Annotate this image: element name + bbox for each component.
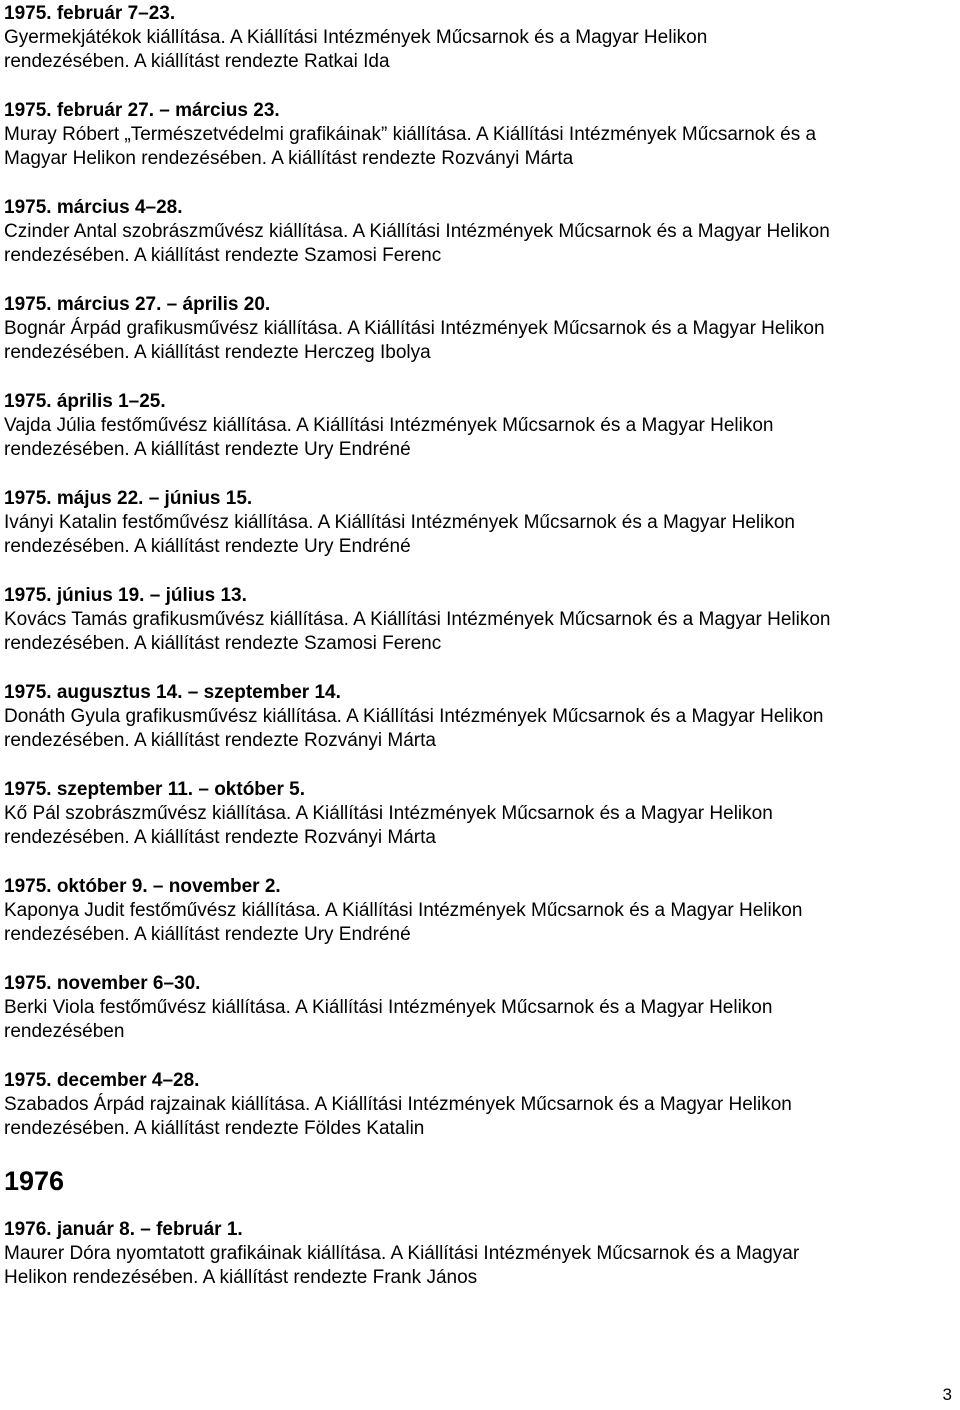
exhibition-description-line: rendezésében	[4, 1021, 125, 1042]
exhibition-description-line: Donáth Gyula grafikusművész kiállítása. A Kiállítási Intézmények Műcsarnok és a Magyar Helikon	[4, 706, 824, 727]
exhibition-description-line: Iványi Katalin festőművész kiállítása. A Kiállítási Intézmények Műcsarnok és a Magyar Helikon	[4, 512, 795, 533]
exhibition-description-line: rendezésében. A kiállítást rendezte Földes Katalin	[4, 1118, 425, 1139]
exhibition-date: 1976. január 8. – február 1.	[4, 1219, 243, 1240]
exhibition-description-line: rendezésében. A kiállítást rendezte Ratkai Ida	[4, 51, 390, 72]
year-heading: 1976	[4, 1166, 65, 1196]
exhibition-description-line: Muray Róbert „Természetvédelmi grafikáinak” kiállítása. A Kiállítási Intézmények Műcsarnok és a	[4, 124, 817, 145]
exhibition-date: 1975. február 7–23.	[4, 3, 176, 24]
exhibition-description-line: rendezésében. A kiállítást rendezte Ury Endréné	[4, 439, 411, 460]
exhibition-entry	[4, 778, 956, 850]
exhibition-description-line: Berki Viola festőművész kiállítása. A Kiállítási Intézmények Műcsarnok és a Magyar Helikon	[4, 997, 773, 1018]
exhibition-description-line: rendezésében. A kiállítást rendezte Rozványi Márta	[4, 730, 436, 751]
exhibition-description-line: Kovács Tamás grafikusművész kiállítása. A Kiállítási Intézmények Műcsarnok és a Magyar Helikon	[4, 609, 831, 630]
page-number: 3	[942, 1385, 952, 1404]
exhibition-entry	[4, 487, 956, 559]
exhibition-description-line: Maurer Dóra nyomtatott grafikáinak kiállítása. A Kiállítási Intézmények Műcsarnok és a Magyar	[4, 1243, 800, 1264]
exhibition-list-1976	[4, 1218, 956, 1290]
exhibition-entry	[4, 972, 956, 1044]
exhibition-description-line: rendezésében. A kiállítást rendezte Szamosi Ferenc	[4, 245, 442, 266]
document-page	[4, 2, 956, 1315]
exhibition-date: 1975. szeptember 11. – október 5.	[4, 779, 305, 800]
exhibition-description-line: Helikon rendezésében. A kiállítást rendezte Frank János	[4, 1267, 478, 1288]
exhibition-date: 1975. március 4–28.	[4, 197, 183, 218]
exhibition-description-line: Vajda Júlia festőművész kiállítása. A Kiállítási Intézmények Műcsarnok és a Magyar Helikon	[4, 415, 774, 436]
exhibition-entry	[4, 1218, 956, 1290]
exhibition-entry	[4, 99, 956, 171]
exhibition-description-line: rendezésében. A kiállítást rendezte Ury Endréné	[4, 536, 411, 557]
exhibition-description-line: rendezésében. A kiállítást rendezte Herczeg Ibolya	[4, 342, 431, 363]
exhibition-date: 1975. április 1–25.	[4, 391, 166, 412]
exhibition-description-line: rendezésében. A kiállítást rendezte Ury Endréné	[4, 924, 411, 945]
exhibition-date: 1975. május 22. – június 15.	[4, 488, 253, 509]
exhibition-date: 1975. június 19. – július 13.	[4, 585, 247, 606]
exhibition-description-line: Gyermekjátékok kiállítása. A Kiállítási Intézmények Műcsarnok és a Magyar Helikon	[4, 27, 708, 48]
exhibition-date: 1975. február 27. – március 23.	[4, 100, 280, 121]
exhibition-description-line: Szabados Árpád rajzainak kiállítása. A Kiállítási Intézmények Műcsarnok és a Magyar Helikon	[4, 1094, 792, 1115]
exhibition-description-line: rendezésében. A kiállítást rendezte Rozványi Márta	[4, 827, 436, 848]
exhibition-description-line: Bognár Árpád grafikusművész kiállítása. A Kiállítási Intézmények Műcsarnok és a Magyar Helikon	[4, 318, 825, 339]
exhibition-entry	[4, 681, 956, 753]
exhibition-entry	[4, 390, 956, 462]
exhibition-entry	[4, 293, 956, 365]
exhibition-list-1975	[4, 2, 956, 1141]
exhibition-description-line: Magyar Helikon rendezésében. A kiállítást rendezte Rozványi Márta	[4, 148, 574, 169]
exhibition-date: 1975. november 6–30.	[4, 973, 201, 994]
exhibition-description-line: Czinder Antal szobrászművész kiállítása. A Kiállítási Intézmények Műcsarnok és a Magyar Helikon	[4, 221, 830, 242]
exhibition-entry	[4, 196, 956, 268]
exhibition-description-line: Kő Pál szobrászművész kiállítása. A Kiállítási Intézmények Műcsarnok és a Magyar Helikon	[4, 803, 773, 824]
exhibition-entry	[4, 2, 956, 74]
exhibition-date: 1975. december 4–28.	[4, 1070, 200, 1091]
exhibition-date: 1975. augusztus 14. – szeptember 14.	[4, 682, 341, 703]
exhibition-entry	[4, 584, 956, 656]
exhibition-date: 1975. március 27. – április 20.	[4, 294, 271, 315]
exhibition-description-line: Kaponya Judit festőművész kiállítása. A Kiállítási Intézmények Műcsarnok és a Magyar Helikon	[4, 900, 803, 921]
exhibition-entry	[4, 1069, 956, 1141]
exhibition-entry	[4, 875, 956, 947]
exhibition-description-line: rendezésében. A kiállítást rendezte Szamosi Ferenc	[4, 633, 442, 654]
exhibition-date: 1975. október 9. – november 2.	[4, 876, 281, 897]
